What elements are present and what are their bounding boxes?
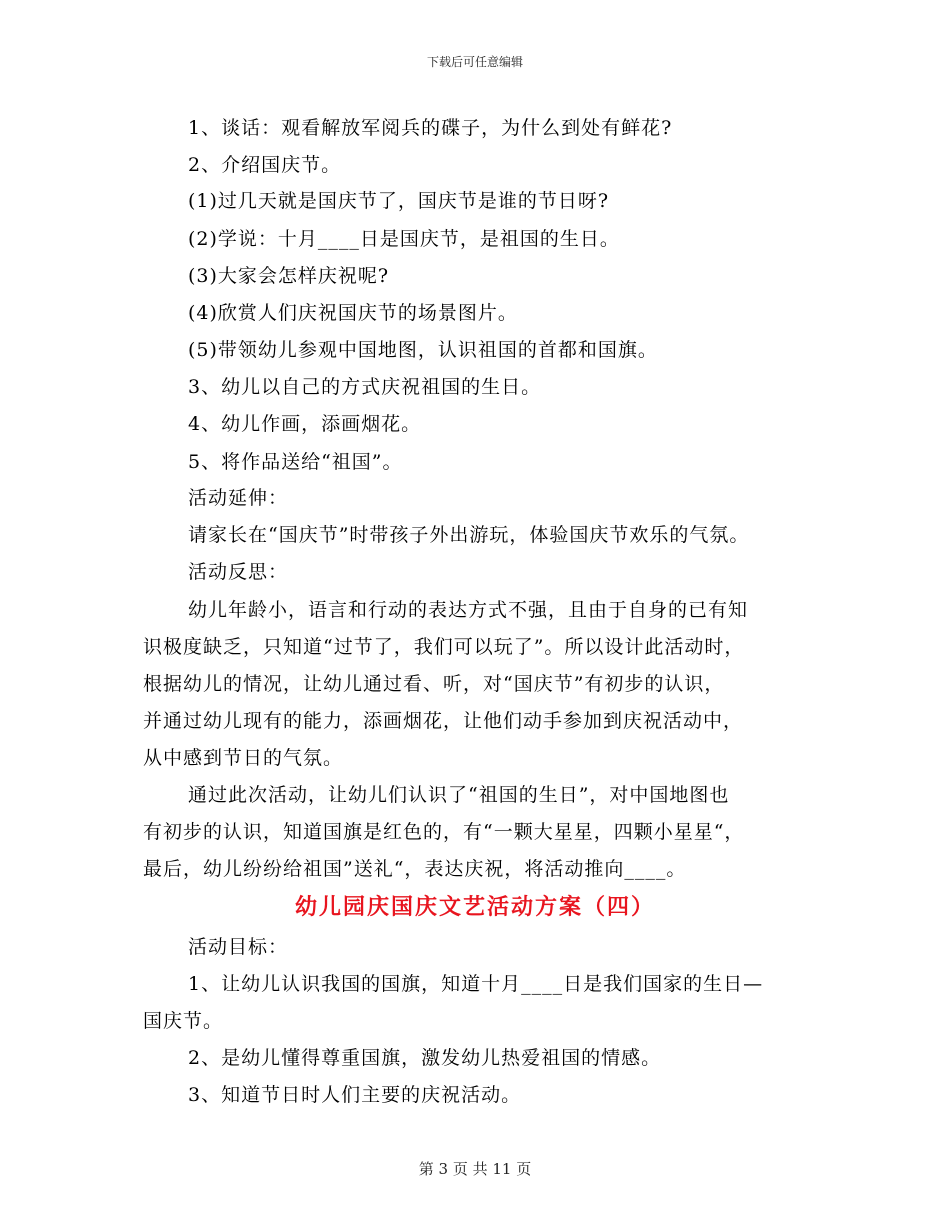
text-line: (3)大家会怎样庆祝呢? xyxy=(188,265,390,287)
section-title: 幼儿园庆国庆文艺活动方案（四） xyxy=(294,894,655,920)
subheading-activity-goals: 活动目标： xyxy=(188,936,289,958)
text-line: 5、将作品送给“祖国”。 xyxy=(188,451,403,473)
text-line: 1、让幼儿认识我国的国旗，知道十月____日是我们国家的生日— xyxy=(188,973,764,995)
text-line: 并通过幼儿现有的能力，添画烟花，让他们动手参加到庆祝活动中， xyxy=(143,710,744,732)
text-line: 3、幼儿以自己的方式庆祝祖国的生日。 xyxy=(188,376,542,398)
text-line: (1)过几天就是国庆节了，国庆节是谁的节日呀? xyxy=(188,190,610,212)
text-line: 2、是幼儿懂得尊重国旗，激发幼儿热爱祖国的情感。 xyxy=(188,1047,662,1069)
subheading-activity-reflection: 活动反思： xyxy=(188,561,289,583)
text-line: 识极度缺乏，只知道“过节了，我们可以玩了”。所以设计此活动时， xyxy=(143,636,745,658)
text-line: 幼儿年龄小，语言和行动的表达方式不强，且由于自身的已有知 xyxy=(188,599,749,621)
text-line: 有初步的认识，知道国旗是红色的，有“一颗大星星，四颗小星星“， xyxy=(143,821,745,843)
text-line: 2、介绍国庆节。 xyxy=(188,154,342,176)
text-line: 3、知道节日时人们主要的庆祝活动。 xyxy=(188,1084,522,1106)
text-line: 1、谈话：观看解放军阅兵的碟子，为什么到处有鲜花? xyxy=(188,117,673,139)
page-header-note: 下载后可任意编辑 xyxy=(426,55,523,69)
text-line: (2)学说：十月____日是国庆节，是祖国的生日。 xyxy=(188,228,620,250)
text-line: 国庆节。 xyxy=(143,1010,224,1032)
text-line: 通过此次活动，让幼儿们认识了“祖国的生日”，对中国地图也 xyxy=(188,784,730,806)
text-line: (5)带领幼儿参观中国地图，认识祖国的首都和国旗。 xyxy=(188,339,658,361)
text-line: 请家长在“国庆节”时带孩子外出游玩，体验国庆节欢乐的气氛。 xyxy=(188,524,750,546)
page-number-footer: 第 3 页 共 11 页 xyxy=(418,1160,532,1178)
text-line: 根据幼儿的情况，让幼儿通过看、听，对“国庆节”有初步的认识， xyxy=(143,673,725,695)
text-line: 4、幼儿作画，添画烟花。 xyxy=(188,413,422,435)
text-line: (4)欣赏人们庆祝国庆节的场景图片。 xyxy=(188,302,518,324)
text-line: 最后，幼儿纷纷给祖国”送礼“，表达庆祝，将活动推向____。 xyxy=(143,858,687,880)
subheading-activity-extension: 活动延伸： xyxy=(188,487,289,509)
text-line: 从中感到节日的气氛。 xyxy=(143,747,344,769)
